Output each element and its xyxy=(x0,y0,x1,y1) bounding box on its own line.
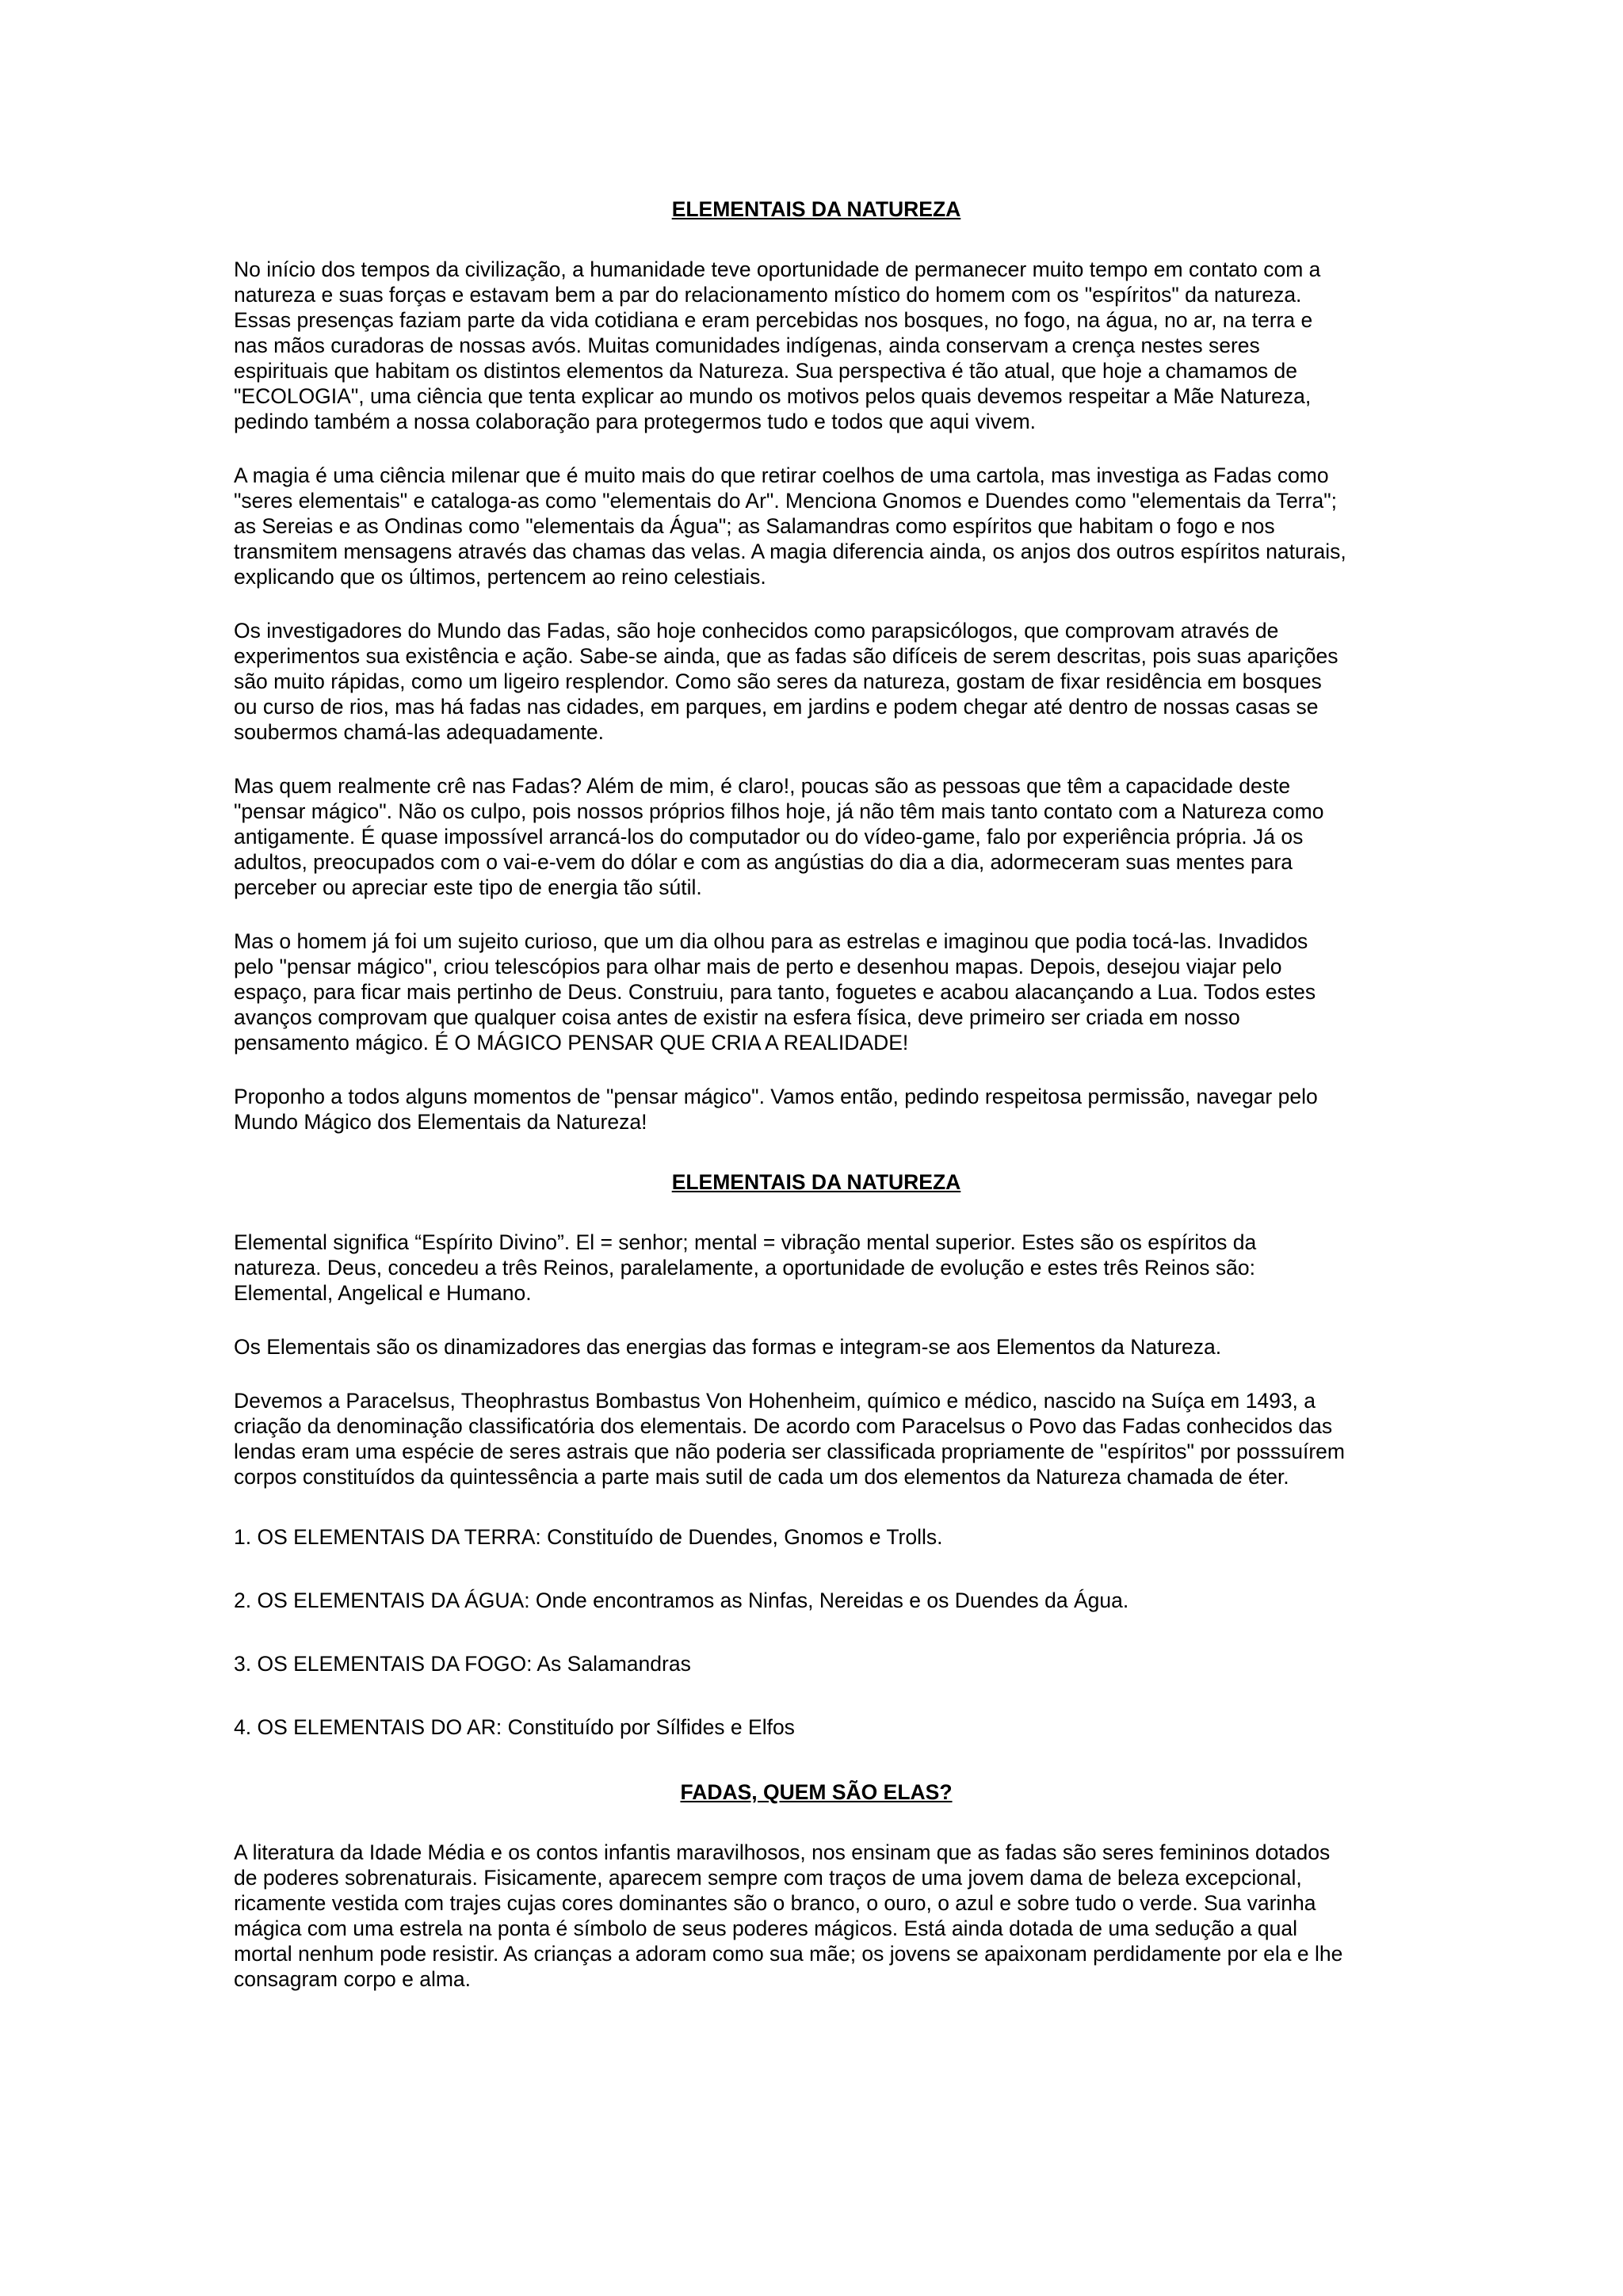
text-line: adultos, preocupados com o vai-e-vem do dólar e com as angústias do dia a dia, adormeceram suas mentes para xyxy=(234,850,1293,874)
text-line: lendas eram uma espécie de seres astrais que não poderia ser classificada propriamente de "espíritos" por posssuírem xyxy=(234,1440,1345,1463)
text-line: Proponho a todos alguns momentos de "pensar mágico". Vamos então, pedindo respeitosa permissão, navegar pelo xyxy=(234,1085,1318,1108)
text-line: consagram corpo e alma. xyxy=(234,1967,472,1991)
text-line: criação da denominação classificatória dos elementais. De acordo com Paracelsus o Povo das Fadas conhecidos das xyxy=(234,1414,1333,1438)
text-line: as Sereias e as Ondinas como "elementais da Água"; as Salamandras como espíritos que habitam o fogo e nos xyxy=(234,514,1275,538)
text-line: pedindo também a nossa colaboração para protegermos tudo e todos que aqui vivem. xyxy=(234,410,1037,433)
text-line: corpos constituídos da quintessência a parte mais sutil de cada um dos elementos da Natureza chamada de éter. xyxy=(234,1465,1289,1489)
paragraph-quem-cre xyxy=(234,773,1399,900)
text-line: ricamente vestida com trajes cujas cores dominantes são o branco, o ouro, o azul e sobre tudo o verde. Sua varinha xyxy=(234,1891,1316,1915)
text-line: perceber ou apreciar este tipo de energia tão sútil. xyxy=(234,875,702,899)
text-line: "pensar mágico". Não os culpo, pois nossos próprios filhos hoje, já não têm mais tanto contato com a Natureza como xyxy=(234,799,1324,823)
text-line: No início dos tempos da civilização, a humanidade teve oportunidade de permanecer muito tempo em contato com a xyxy=(234,257,1321,281)
text-line: A magia é uma ciência milenar que é muito mais do que retirar coelhos de uma cartola, mas investiga as Fadas como xyxy=(234,463,1329,487)
text-line: avanços comprovam que qualquer coisa antes de existir na esfera física, deve primeiro ser criada em nosso xyxy=(234,1005,1240,1029)
text-line: Elemental, Angelical e Humano. xyxy=(234,1281,532,1305)
text-line: mágica com uma estrela na ponta é símbolo de seus poderes mágicos. Está ainda dotada de uma sedução a qual xyxy=(234,1917,1298,1940)
document-page xyxy=(234,190,1399,1992)
text-line: pelo "pensar mágico", criou telescópios para olhar mais de perto e desenhou mapas. Depois, desejou viajar pelo xyxy=(234,955,1282,978)
section-heading-elementais: ELEMENTAIS DA NATUREZA xyxy=(671,197,961,221)
text-line: transmitem mensagens através das chamas das velas. A magia diferencia ainda, os anjos dos outros espíritos naturais, xyxy=(234,540,1346,563)
text-line: Os investigadores do Mundo das Fadas, são hoje conhecidos como parapsicólogos, que comprovam através de xyxy=(234,619,1279,643)
list-item-terra: 1. OS ELEMENTAIS DA TERRA: Constituído de Duendes, Gnomos e Trolls. xyxy=(234,1525,943,1549)
section-heading-fadas: FADAS, QUEM SÃO ELAS? xyxy=(680,1780,953,1804)
text-line: ou curso de rios, mas há fadas nas cidades, em parques, em jardins e podem chegar até dentro de nossas casas se xyxy=(234,695,1319,719)
paragraph-proponho xyxy=(234,1084,1399,1135)
text-line: Devemos a Paracelsus, Theophrastus Bombastus Von Hohenheim, químico e médico, nascido na Suíça em 1493, a xyxy=(234,1389,1316,1413)
paragraph-dinamizadores xyxy=(234,1334,1399,1360)
text-line: pensamento mágico. É O MÁGICO PENSAR QUE CRIA A REALIDADE! xyxy=(234,1031,909,1055)
text-line: soubermos chamá-las adequadamente. xyxy=(234,720,604,744)
text-line: antigamente. É quase impossível arrancá-los do computador ou do vídeo-game, falo por experiência própria. Já os xyxy=(234,825,1304,849)
text-line: natureza. Deus, concedeu a três Reinos, paralelamente, a oportunidade de evolução e estes três Reinos são: xyxy=(234,1256,1255,1280)
text-line: experimentos sua existência e ação. Sabe-se ainda, que as fadas são difíceis de serem descritas, pois suas aparições xyxy=(234,644,1338,668)
text-line: "ECOLOGIA", uma ciência que tenta explicar ao mundo os motivos pelos quais devemos respeitar a Mãe Natureza, xyxy=(234,384,1312,408)
text-line: mortal nenhum pode resistir. As crianças a adoram como sua mãe; os jovens se apaixonam perdidamente por ela e lhe xyxy=(234,1942,1343,1966)
paragraph-intro xyxy=(234,257,1399,434)
paragraph-homem-curioso xyxy=(234,929,1399,1055)
text-line: Mas quem realmente crê nas Fadas? Além de mim, é claro!, poucas são as pessoas que têm a capacidade deste xyxy=(234,774,1291,798)
text-line: "seres elementais" e cataloga-as como "elementais do Ar". Menciona Gnomos e Duendes como "elementais da Terra"; xyxy=(234,489,1337,513)
text-line: Mundo Mágico dos Elementais da Natureza! xyxy=(234,1110,647,1134)
paragraph-investigadores xyxy=(234,618,1399,745)
text-line: A literatura da Idade Média e os contos infantis maravilhosos, nos ensinam que as fadas são seres femininos dotados xyxy=(234,1840,1331,1864)
section-heading-elementais-2: ELEMENTAIS DA NATUREZA xyxy=(671,1170,961,1194)
text-line: Mas o homem já foi um sujeito curioso, que um dia olhou para as estrelas e imaginou que podia tocá-las. Invadidos xyxy=(234,929,1308,953)
paragraph-paracelsus xyxy=(234,1388,1399,1489)
paragraph-literatura xyxy=(234,1840,1399,1992)
list-item-fogo: 3. OS ELEMENTAIS DA FOGO: As Salamandras xyxy=(234,1652,691,1676)
text-line: Os Elementais são os dinamizadores das energias das formas e integram-se aos Elementos da Natureza. xyxy=(234,1335,1222,1359)
text-line: espirituais que habitam os distintos elementos da Natureza. Sua perspectiva é tão atual, que hoje a chamamos de xyxy=(234,359,1297,383)
list-item-ar: 4. OS ELEMENTAIS DO AR: Constituído por Sílfides e Elfos xyxy=(234,1715,795,1739)
text-line: de poderes sobrenaturais. Fisicamente, aparecem sempre com traços de uma jovem dama de beleza excepcional, xyxy=(234,1866,1302,1890)
text-line: explicando que os últimos, pertencem ao reino celestiais. xyxy=(234,565,766,589)
list-item-agua: 2. OS ELEMENTAIS DA ÁGUA: Onde encontramos as Ninfas, Nereidas e os Duendes da Água. xyxy=(234,1589,1129,1612)
text-line: natureza e suas forças e estavam bem a par do relacionamento místico do homem com os "espíritos" da natureza. xyxy=(234,283,1302,307)
text-line: espaço, para ficar mais pertinho de Deus. Construiu, para tanto, foguetes e acabou alacançando a Lua. Todos estes xyxy=(234,980,1316,1004)
paragraph-elemental-significa xyxy=(234,1230,1399,1306)
text-line: Essas presenças faziam parte da vida cotidiana e eram percebidas nos bosques, no fogo, na água, no ar, na terra e xyxy=(234,308,1313,332)
paragraph-magia xyxy=(234,463,1399,589)
text-line: são muito rápidas, como um ligeiro resplendor. Como são seres da natureza, gostam de fixar residência em bosques xyxy=(234,669,1322,693)
text-line: Elemental significa “Espírito Divino”. El = senhor; mental = vibração mental superior. Estes são os espíritos da xyxy=(234,1230,1257,1254)
text-line: nas mãos curadoras de nossas avós. Muitas comunidades indígenas, ainda conservam a crença nestes seres xyxy=(234,334,1260,357)
